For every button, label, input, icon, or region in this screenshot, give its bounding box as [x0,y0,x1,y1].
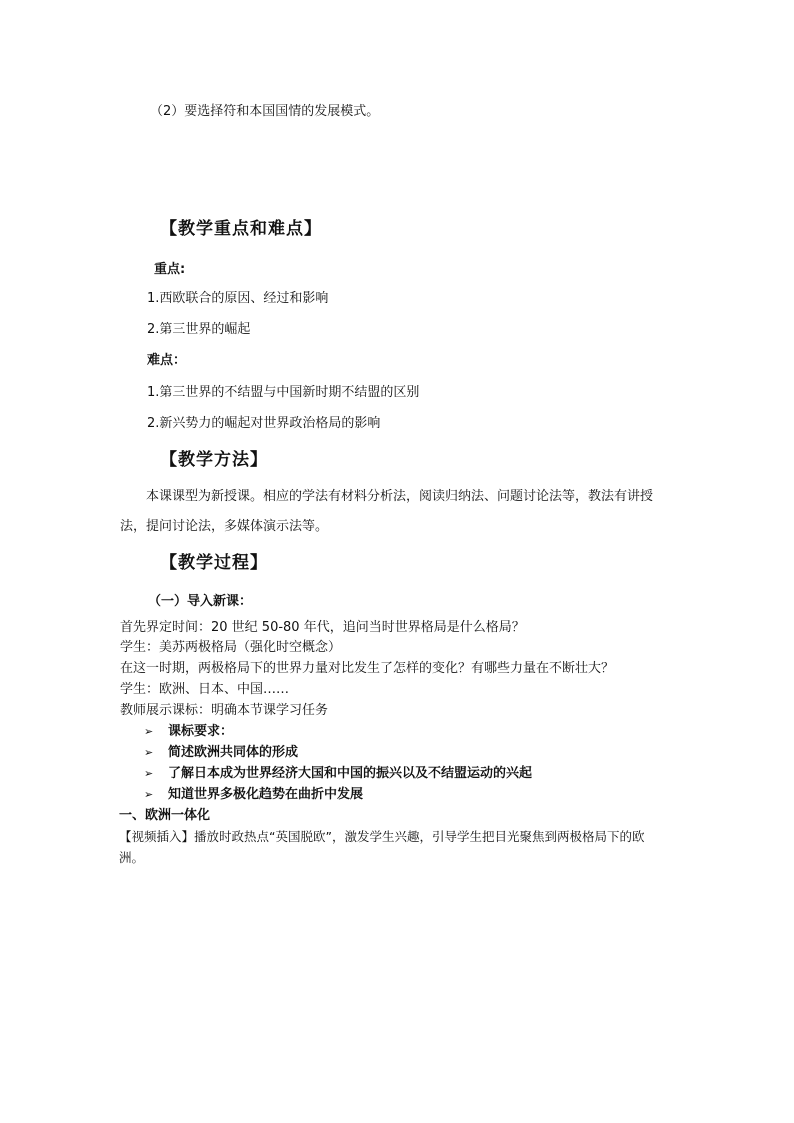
teaching-method-heading: 【教学方法】 [160,450,268,470]
arrow-bullet-icon: ➢ [144,788,154,801]
arrow-bullet-icon: ➢ [144,725,154,738]
process-line: 教师展示课标：明确本节课学习任务 [120,703,329,718]
intro-heading: （一）导入新课： [148,594,253,609]
video-insert-paragraph: 【视频插入】播放时政热点“英国脱欧”，激发学生兴趣，引导学生把目光聚焦到两极格局下的欧洲。 [119,829,645,865]
process-line: 在这一时期，两极格局下的世界力量对比发生了怎样的变化？有哪些力量在不断壮大？ [120,661,615,676]
difficulty-item: 1.第三世界的不结盟与中国新时期不结盟的区别 [147,385,420,400]
europe-integration-heading: 一、欧洲一体化 [119,808,211,823]
process-line: 首先界定时间：20 世纪 50-80 年代，追问当时世界格局是什么格局？ [120,620,525,635]
focus-label: 重点: [154,262,186,277]
bullet-text: 知道世界多极化趋势在曲折中发展 [168,787,364,802]
key-points-heading: 【教学重点和难点】 [160,219,322,239]
arrow-bullet-icon: ➢ [144,767,154,780]
focus-item: 1.西欧联合的原因、经过和影响 [147,291,329,306]
process-line: 学生：美苏两极格局（强化时空概念） [120,640,342,655]
process-line: 学生：欧洲、日本、中国…… [120,682,290,697]
standard-requirement-item [144,744,298,762]
standard-requirement-item [144,765,532,783]
bullet-text: 了解日本成为世界经济大国和中国的振兴以及不结盟运动的兴起 [168,766,533,781]
bullet-text: 简述欧洲共同体的形成 [168,745,299,760]
difficulty-label: 难点： [147,353,187,368]
development-model-item: （2）要选择符和本国国情的发展模式。 [150,104,380,119]
standard-requirement-item [144,786,363,804]
teaching-method-paragraph: 本课课型为新授课。相应的学法有材料分析法，阅读归纳法、问题讨论法等，教法有讲授法，提问讨论法，多媒体演示法等。 [120,489,654,534]
standard-requirement-item [144,723,233,741]
teaching-process-heading: 【教学过程】 [160,553,268,573]
bullet-text: 课标要求： [168,724,234,739]
focus-item: 2.第三世界的崛起 [147,322,251,337]
arrow-bullet-icon: ➢ [144,746,154,759]
difficulty-item: 2.新兴势力的崛起对世界政治格局的影响 [147,416,381,431]
